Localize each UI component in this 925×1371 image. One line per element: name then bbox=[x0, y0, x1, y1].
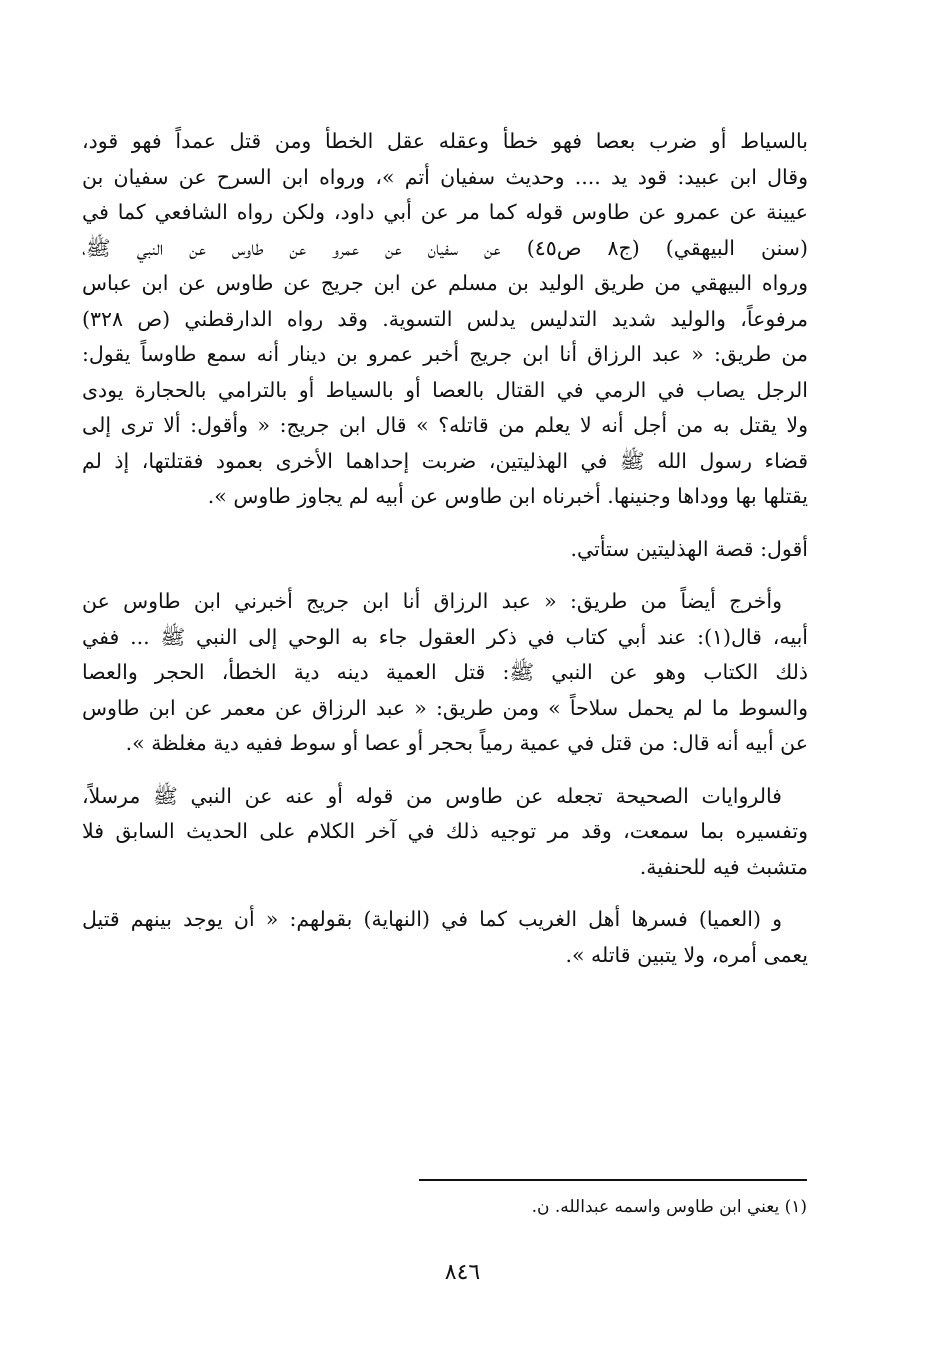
page-body bbox=[82, 124, 808, 973]
text-line: وتفسيره بما سمعت، وقد مر توجيه ذلك في آخر الكلام على الحديث السابق فلا bbox=[82, 819, 808, 843]
text-line: وأخرج أيضاً من طريق: « عبد الرزاق أنا ابن جريج أخبرني ابن طاوس عن bbox=[82, 589, 782, 613]
text-line: ولا يقتل به من أجل أنه لا يعلم من قاتله؟ » قال ابن جريج: « وأقول: ألا ترى إلى bbox=[82, 413, 808, 437]
text-line: ورواه البيهقي من طريق الوليد بن مسلم عن ابن جريج عن طاوس عن ابن عباس bbox=[82, 271, 808, 295]
footnote-divider bbox=[419, 1179, 807, 1181]
text-line: بالسياط أو ضرب بعصا فهو خطأ وعقله عقل الخطأ ومن قتل عمداً فهو قود، bbox=[82, 129, 808, 153]
text-line: من طريق: « عبد الرزاق أنا ابن جريج أخبر عمرو بن دينار أنه سمع طاوساً يقول: bbox=[82, 342, 808, 366]
paragraph-comment bbox=[82, 532, 808, 568]
text-line: يقتلها بها ووداها وجنينها. أخبرناه ابن طاوس عن أبيه لم يجاوز طاوس ». bbox=[207, 484, 808, 508]
text-line: متشبث فيه للحنفية. bbox=[639, 854, 808, 879]
text-line: عيينة عن عمرو عن طاوس قوله كما مر عن أبي داود، ولكن رواه الشافعي كما في bbox=[82, 200, 808, 224]
text-line: مرفوعاً، والوليد شديد التدليس يدلس التسوية. وقد رواه الدارقطني (ص ٣٢٨) bbox=[82, 306, 808, 331]
page-number: ٨٤٦ bbox=[444, 1260, 481, 1285]
text-line: يعمى أمره، ولا يتبين قاتله ». bbox=[565, 942, 808, 967]
text-line: الرجل يصاب في الرمي في القتال بالعصا أو بالسياط أو بالترامي بالحجارة يودى bbox=[82, 377, 808, 402]
paragraph-conclusion bbox=[82, 779, 808, 886]
text-line: قضاء رسول الله ﷺ في الهذليتين، ضربت إحداهما الأخرى بعمود فقتلتها، إذ لم bbox=[82, 448, 808, 473]
text-line: فالروايات الصحيحة تجعله عن طاوس من قوله أو عنه عن النبي ﷺ مرسلاً، bbox=[82, 783, 782, 808]
paragraph-further-narration bbox=[82, 584, 808, 762]
text-line: (سنن البيهقي) (ج٨ ص٤٥) عن سفيان عن عمرو عن طاوس عن النبي ﷺ، bbox=[82, 235, 808, 260]
text-line: وقال ابن عبيد: قود يد .... وحديث سفيان أتم »، ورواه ابن السرح عن سفيان بن bbox=[82, 164, 808, 189]
footnote: (١) يعني ابن طاوس واسمه عبدالله. ن. bbox=[531, 1197, 807, 1217]
text-line: أقول: قصة الهذليتين ستأتي. bbox=[570, 536, 808, 561]
paragraph-definition bbox=[82, 902, 808, 973]
text-line: ذلك الكتاب وهو عن النبي ﷺ: قتل العمية دينه دية الخطأ، الحجر والعصا bbox=[82, 660, 808, 684]
text-line: أبيه، قال(١): عند أبي كتاب في ذكر العقول جاء به الوحي إلى النبي ﷺ ... ففي bbox=[82, 624, 808, 649]
text-line: والسوط ما لم يحمل سلاحاً » ومن طريق: « عبد الرزاق عن معمر عن ابن طاوس bbox=[82, 695, 808, 720]
text-line: عن أبيه أنه قال: من قتل في عمية رمياً بحجر أو عصا أو سوط ففيه دية مغلظة ». bbox=[125, 731, 808, 755]
text-line: و (العميا) فسرها أهل الغريب كما في (النهاية) بقولهم: « أن يوجد بينهم قتيل bbox=[82, 907, 782, 931]
paragraph-hadith-narrations bbox=[82, 124, 808, 515]
